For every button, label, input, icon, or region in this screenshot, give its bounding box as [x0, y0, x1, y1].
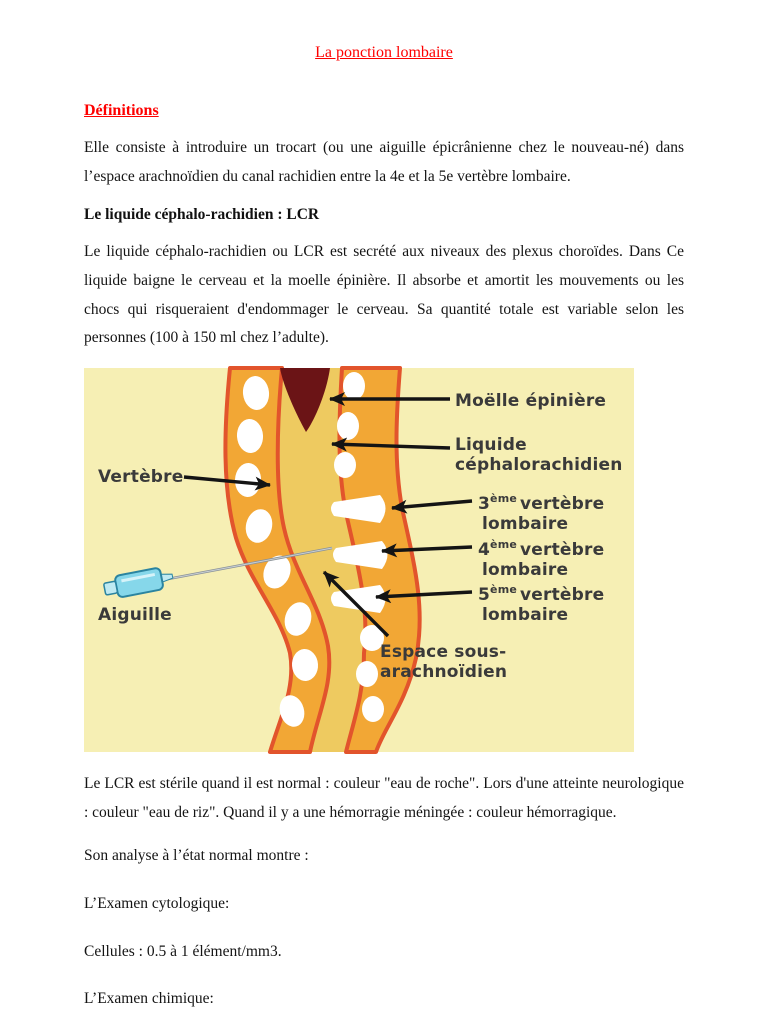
label-aiguille: Aiguille	[98, 605, 172, 626]
paragraph-examen-cytologique: L’Examen cytologique:	[84, 895, 230, 913]
label-l4-line1: 4ème vertèbre	[478, 538, 605, 561]
label-l4-line2: lombaire	[482, 560, 569, 581]
definitions-heading: Définitions	[84, 102, 159, 119]
paragraph-cellules: Cellules : 0.5 à 1 élément/mm3.	[84, 942, 282, 960]
label-espace-line1: Espace sous-	[380, 642, 507, 663]
label-l3-line2: lombaire	[482, 514, 569, 535]
lcr-heading: Le liquide céphalo-rachidien : LCR	[84, 206, 320, 224]
paragraph-analyse: Son analyse à l’état normal montre :	[84, 847, 309, 865]
label-l5-line2: lombaire	[482, 605, 569, 626]
label-liquide-line2: céphalorachidien	[455, 455, 623, 476]
label-moelle: Moëlle épinière	[455, 391, 607, 412]
paragraph-definition: Elle consiste à introduire un trocart (ou une aiguille épicrânienne chez le nouveau-né) dans l’espace arachnoïdien du canal rachidien entre la 4e et la 5e vertèbre lombaire.	[84, 139, 684, 185]
paragraph-lcr: Le liquide céphalo-rachidien ou LCR est secrété aux niveaux des plexus choroïdes. Dans Ce liquide baigne le cerveau et la moelle épinière. Il absorbe et amortit les mouvements ou les chocs qui risqueraient d'endommager le cerveau. Sa quantité totale est variable selon les personnes (100 à 150 ml chez l’adulte).	[84, 243, 684, 347]
label-l5-line1: 5ème vertèbre	[478, 583, 605, 606]
label-liquide-line1: Liquide	[455, 435, 527, 456]
label-espace-line2: arachnoïdien	[380, 662, 508, 683]
page-title: La ponction lombaire	[315, 44, 453, 61]
label-vertebre: Vertèbre	[98, 467, 184, 488]
spine-diagram	[84, 368, 634, 752]
paragraph-lcr-colors: Le LCR est stérile quand il est normal : couleur "eau de roche". Lors d'une atteinte neurologique : couleur "eau de riz". Quand il y a une hémorragie méningée : couleur hémorragique.	[84, 775, 684, 821]
paragraph-examen-chimique: L’Examen chimique:	[84, 990, 214, 1008]
spine-diagram-figure	[84, 368, 634, 752]
label-l3-line1: 3ème vertèbre	[478, 492, 605, 515]
